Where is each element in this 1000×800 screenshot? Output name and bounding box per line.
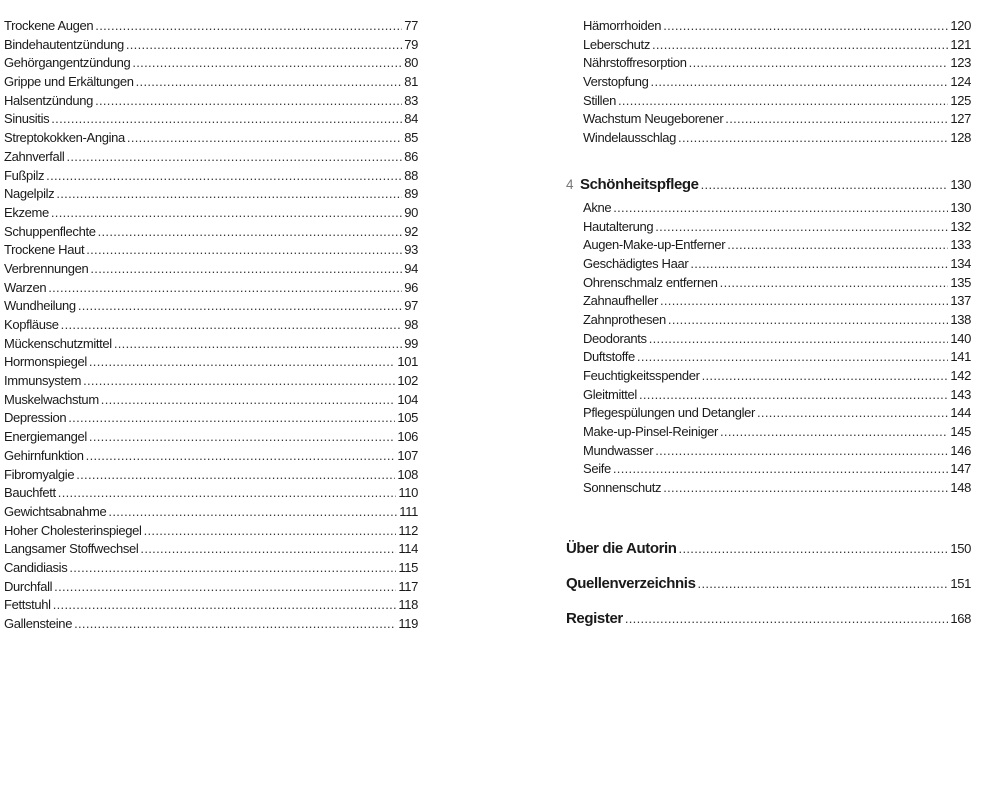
page-number: 130 (950, 176, 971, 192)
page-number: 141 (950, 349, 971, 365)
toc-entry[interactable] (566, 255, 971, 274)
entry-title: Fibromyalgie (4, 466, 75, 482)
toc-entry[interactable] (566, 386, 971, 405)
toc-entry[interactable] (4, 615, 418, 634)
toc-entry[interactable] (566, 442, 971, 461)
dot-leader (54, 578, 396, 597)
entry-title: Depression (4, 410, 67, 426)
page-number: 142 (950, 368, 971, 383)
toc-entry[interactable] (4, 578, 418, 597)
toc-entry[interactable] (4, 484, 418, 503)
entry-title: Bindehautentzündung (4, 36, 124, 52)
entry-title: Nagelpilz (4, 186, 55, 202)
toc-entry[interactable] (566, 311, 971, 330)
entry-title: Zahnverfall (4, 148, 65, 164)
dot-leader (725, 110, 948, 129)
entry-title: Sonnenschutz (583, 480, 662, 496)
entry-title: Fußpilz (4, 167, 45, 183)
dot-leader (649, 330, 949, 349)
page-number: 146 (950, 442, 971, 458)
dot-leader (127, 129, 402, 148)
dot-leader (108, 503, 397, 522)
page-number: 114 (398, 541, 418, 557)
dot-leader (51, 204, 402, 223)
dot-leader (89, 428, 395, 447)
entry-title: Schuppenflechte (4, 223, 96, 239)
dot-leader (66, 148, 402, 167)
page-number: 145 (950, 424, 971, 440)
toc-entry[interactable] (4, 223, 418, 242)
page-number: 119 (398, 616, 418, 631)
entry-title: Gehirnfunktion (4, 447, 84, 463)
entry-title: Hämorrhoiden (583, 18, 662, 33)
entry-title: Langsamer Stoffwechsel (4, 541, 139, 557)
entry-title: Hormonspiegel (4, 354, 87, 370)
dot-leader (698, 573, 949, 595)
toc-entry[interactable] (4, 466, 418, 485)
entry-title: Candidiasis (4, 559, 68, 575)
entry-title: Gewichtsabnahme (4, 503, 107, 519)
dot-leader (78, 297, 402, 316)
page-number: 77 (404, 18, 418, 33)
dot-leader (74, 615, 396, 634)
dot-leader (613, 460, 948, 479)
toc-entry[interactable] (4, 241, 418, 260)
dot-leader (126, 36, 402, 55)
dot-leader (663, 479, 948, 498)
toc-entry[interactable] (4, 428, 418, 447)
entry-title: Energiemangel (4, 429, 87, 445)
toc-entry[interactable] (566, 367, 971, 386)
entry-title: Gehörgangentzündung (4, 55, 131, 71)
dot-leader (46, 167, 402, 186)
page-number: 112 (398, 522, 418, 538)
toc-entry[interactable] (566, 423, 971, 442)
page-number: 134 (950, 255, 971, 271)
toc-entry[interactable] (4, 185, 418, 204)
toc-entry[interactable] (566, 348, 971, 367)
entry-title: Verstopfung (583, 74, 649, 90)
chapter-heading[interactable] (566, 174, 971, 196)
entry-title: Make-up-Pinsel-Reiniger (583, 424, 719, 440)
dot-leader (679, 538, 949, 560)
page-number: 151 (950, 575, 971, 591)
toc-entry[interactable] (566, 236, 971, 255)
dot-leader (98, 223, 403, 242)
entry-title: Pflegespülungen und Detangler (583, 405, 755, 421)
entry-title: Windelausschlag (583, 130, 677, 146)
dot-leader (652, 36, 948, 55)
toc-entry[interactable] (566, 218, 971, 237)
toc-entry[interactable] (566, 92, 971, 111)
toc-entry[interactable] (566, 460, 971, 479)
toc-entry[interactable] (566, 330, 971, 349)
page-number: 86 (404, 148, 418, 164)
entry-title: Bauchfett (4, 485, 56, 501)
page-number: 93 (404, 242, 418, 258)
dot-leader (69, 559, 396, 578)
entry-title: Trockene Augen (4, 18, 94, 33)
entry-title: Sinusitis (4, 111, 50, 127)
entry-title: Zahnaufheller (583, 293, 658, 309)
entry-title: Feuchtigkeitsspender (583, 368, 700, 383)
page-number: 148 (950, 480, 971, 496)
page-number: 84 (404, 111, 418, 127)
entry-title: Gallensteine (4, 616, 73, 631)
entry-title: Immunsystem (4, 373, 82, 389)
toc-entry[interactable] (4, 92, 418, 111)
entry-title: Fettstuhl (4, 597, 51, 613)
toc-entry[interactable] (4, 559, 418, 578)
entry-title: Gleitmittel (583, 386, 637, 402)
dot-leader (61, 316, 403, 335)
dot-leader (690, 255, 948, 274)
dot-leader (51, 110, 402, 129)
page-number: 117 (398, 578, 418, 594)
toc-left-column (4, 17, 418, 634)
entry-title: Ekzeme (4, 204, 49, 220)
entry-title: Wundheilung (4, 298, 76, 314)
page-number: 138 (950, 311, 971, 327)
page-number: 110 (398, 485, 418, 501)
page-number: 115 (398, 559, 418, 575)
toc-entry[interactable] (566, 36, 971, 55)
entry-title: Mundwasser (583, 442, 654, 458)
toc-entry[interactable] (566, 292, 971, 311)
chapter-number: 4 (566, 176, 574, 192)
toc-entry[interactable] (4, 129, 418, 148)
toc-entry[interactable] (4, 73, 418, 92)
section-title: Register (566, 609, 623, 627)
page-number: 144 (950, 405, 971, 421)
toc-entry[interactable] (566, 274, 971, 293)
toc-entry[interactable] (4, 110, 418, 129)
dot-leader (90, 260, 402, 279)
dot-leader (83, 372, 395, 391)
entry-title: Streptokokken-Angina (4, 130, 125, 146)
page-number: 111 (399, 503, 418, 519)
entry-title: Geschädigtes Haar (583, 255, 689, 271)
dot-leader (132, 54, 402, 73)
toc-entry[interactable] (4, 540, 418, 559)
dot-leader (76, 466, 395, 485)
dot-leader (53, 596, 397, 615)
dot-leader (95, 92, 402, 111)
dot-leader (613, 199, 948, 218)
page-number: 102 (397, 373, 418, 389)
page-number: 89 (404, 186, 418, 202)
entry-title: Duftstoffe (583, 349, 635, 365)
page-number: 132 (950, 218, 971, 234)
toc-entry[interactable] (566, 479, 971, 498)
dot-leader (136, 73, 403, 92)
dot-leader (639, 386, 948, 405)
chapter-title: Schönheitspflege (580, 175, 699, 193)
dot-leader (618, 92, 948, 111)
page-number: 101 (397, 354, 418, 370)
dot-leader (655, 442, 948, 461)
dot-leader (757, 404, 948, 423)
page-number: 140 (950, 330, 971, 346)
page-number: 130 (950, 199, 971, 215)
entry-title: Hoher Cholesterinspiegel (4, 522, 142, 538)
section-title: Über die Autorin (566, 539, 677, 557)
page-number: 128 (950, 130, 971, 146)
toc-entry[interactable] (4, 148, 418, 167)
dot-leader (720, 423, 948, 442)
dot-leader (86, 241, 402, 260)
page-number: 98 (404, 317, 418, 332)
toc-entry[interactable] (4, 297, 418, 316)
dot-leader (86, 447, 396, 466)
entry-title: Muskelwachstum (4, 391, 99, 407)
entry-title: Kopfläuse (4, 317, 59, 332)
toc-entry[interactable] (4, 503, 418, 522)
dot-leader (702, 367, 949, 386)
toc-entry[interactable] (4, 54, 418, 73)
dot-leader (663, 17, 948, 36)
section-register[interactable] (566, 608, 971, 630)
page-number: 106 (397, 429, 418, 445)
page-number: 143 (950, 386, 971, 402)
entry-title: Zahnprothesen (583, 311, 666, 327)
page-number: 121 (950, 36, 971, 52)
dot-leader (689, 54, 949, 73)
entry-title: Ohrenschmalz entfernen (583, 274, 718, 290)
page-number: 97 (404, 298, 418, 314)
entry-title: Leberschutz (583, 36, 650, 52)
toc-entry[interactable] (4, 204, 418, 223)
page-number: 107 (397, 447, 418, 463)
toc-entry[interactable] (4, 335, 418, 354)
page-number: 135 (950, 274, 971, 290)
toc-entry[interactable] (4, 316, 418, 335)
entry-title: Augen-Make-up-Entferner (583, 237, 726, 253)
section-title: Quellenverzeichnis (566, 574, 696, 592)
dot-leader (140, 540, 396, 559)
dot-leader (655, 218, 948, 237)
toc-entry[interactable] (4, 522, 418, 541)
toc-entry[interactable] (4, 409, 418, 428)
page-number: 120 (950, 18, 971, 33)
dot-leader (101, 391, 396, 410)
page-number: 83 (404, 92, 418, 108)
toc-entry[interactable] (566, 110, 971, 129)
dot-leader (68, 409, 395, 428)
dot-leader (95, 17, 402, 36)
toc-entry[interactable] (566, 73, 971, 92)
entry-title: Durchfall (4, 578, 53, 594)
dot-leader (48, 279, 402, 298)
entry-title: Mückenschutzmittel (4, 335, 112, 351)
page-number: 94 (404, 260, 418, 276)
entry-title: Stillen (583, 92, 616, 108)
entry-title: Akne (583, 199, 612, 215)
page-number: 105 (397, 410, 418, 426)
dot-leader (660, 292, 948, 311)
page-number: 133 (950, 237, 971, 253)
dot-leader (89, 353, 395, 372)
dot-leader (727, 236, 948, 255)
section-about-author[interactable] (566, 538, 971, 560)
page-number: 137 (950, 293, 971, 309)
dot-leader (637, 348, 948, 367)
page-number: 85 (404, 130, 418, 146)
page-number: 96 (404, 279, 418, 295)
page-number: 80 (404, 55, 418, 71)
dot-leader (56, 185, 402, 204)
page-number: 79 (404, 36, 418, 52)
toc-entry[interactable] (4, 596, 418, 615)
page-number: 88 (404, 167, 418, 183)
page-number: 108 (397, 466, 418, 482)
page-number: 81 (404, 74, 418, 90)
toc-entry[interactable] (566, 54, 971, 73)
page-number: 118 (398, 597, 418, 613)
toc-entry-group (566, 17, 971, 148)
page-number: 150 (950, 540, 971, 556)
toc-entry[interactable] (4, 36, 418, 55)
dot-leader (114, 335, 402, 354)
entry-title: Nährstoffresorption (583, 55, 687, 71)
page-number: 147 (950, 461, 971, 477)
toc-entry[interactable] (4, 447, 418, 466)
toc-entry[interactable] (566, 129, 971, 148)
page-number: 104 (397, 391, 418, 407)
entry-title: Seife (583, 461, 611, 477)
toc-right-column (566, 17, 971, 630)
toc-entry[interactable] (4, 17, 418, 36)
dot-leader (668, 311, 948, 330)
toc-entry[interactable] (4, 260, 418, 279)
toc-entry[interactable] (4, 279, 418, 298)
page-number: 92 (404, 223, 418, 239)
entry-title: Hautalterung (583, 218, 654, 234)
entry-title: Halsentzündung (4, 92, 94, 108)
dot-leader (720, 274, 949, 293)
toc-entry[interactable] (566, 199, 971, 218)
toc-entry[interactable] (4, 391, 418, 410)
page-number: 125 (950, 92, 971, 108)
dot-leader (58, 484, 397, 503)
dot-leader (144, 522, 397, 541)
dot-leader (625, 608, 949, 630)
page-number: 127 (950, 111, 971, 127)
page-number: 90 (404, 204, 418, 220)
toc-entry[interactable] (4, 372, 418, 391)
dot-leader (678, 129, 948, 148)
page-number: 99 (404, 335, 418, 351)
toc-entry[interactable] (566, 404, 971, 423)
entry-title: Deodorants (583, 330, 647, 346)
entry-title: Grippe und Erkältungen (4, 74, 134, 90)
page-number: 123 (950, 55, 971, 71)
dot-leader (701, 174, 949, 196)
toc-entry[interactable] (4, 167, 418, 186)
page-number: 124 (950, 74, 971, 90)
entry-title: Wachstum Neugeborener (583, 111, 724, 127)
dot-leader (651, 73, 949, 92)
entry-title: Verbrennungen (4, 260, 89, 276)
toc-entry[interactable] (4, 353, 418, 372)
entry-title: Warzen (4, 279, 47, 295)
page-number: 168 (950, 610, 971, 626)
chapter-entry-group (566, 199, 971, 498)
toc-entry[interactable] (566, 17, 971, 36)
section-sources[interactable] (566, 573, 971, 595)
entry-title: Trockene Haut (4, 242, 85, 258)
